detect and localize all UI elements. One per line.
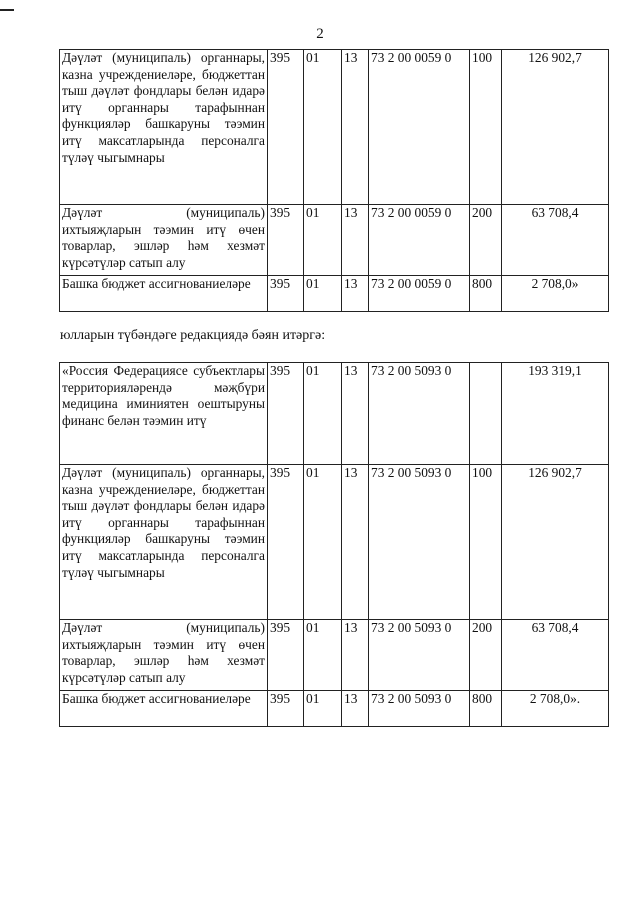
section-code: 01 (304, 620, 342, 691)
amount: 126 902,7 (502, 50, 609, 205)
target-code: 73 2 00 5093 0 (369, 691, 470, 727)
subsection-code: 13 (342, 50, 369, 205)
ministry-code: 395 (268, 691, 304, 727)
expense-type: 800 (470, 276, 502, 312)
intro-text: юлларын түбәндәге редакциядә бәян итәргә: (60, 328, 326, 343)
table-row (60, 691, 609, 727)
expense-type (470, 363, 502, 465)
section-code: 01 (304, 276, 342, 312)
subsection-code: 13 (342, 620, 369, 691)
row-description: Дәүләт (муниципаль) органнары, казна учреждениеләре, бюджеттан тыш дәүләт фондлары белән идарә итү органнары тарафыннан функцияләр башкаруны тәэмин итү максатларында персоналга түләү чыгымнары (60, 465, 268, 620)
amount: 126 902,7 (502, 465, 609, 620)
table-row (60, 205, 609, 276)
section-code: 01 (304, 691, 342, 727)
ministry-code: 395 (268, 205, 304, 276)
expense-type: 100 (470, 465, 502, 620)
expense-type: 800 (470, 691, 502, 727)
subsection-code: 13 (342, 465, 369, 620)
corner-mark (0, 0, 14, 11)
amount: 63 708,4 (502, 620, 609, 691)
section-code: 01 (304, 205, 342, 276)
table-row (60, 276, 609, 312)
budget-table-current (59, 49, 609, 312)
ministry-code: 395 (268, 276, 304, 312)
row-description: «Россия Федерациясе субъектлары территорияләрендә мәҗбүри медицина иминиятен оештыруны финанс белән тәэмин итү (60, 363, 268, 465)
amount: 63 708,4 (502, 205, 609, 276)
table-row (60, 465, 609, 620)
target-code: 73 2 00 0059 0 (369, 276, 470, 312)
ministry-code: 395 (268, 465, 304, 620)
section-code: 01 (304, 465, 342, 620)
table-row (60, 620, 609, 691)
table-row (60, 50, 609, 205)
subsection-code: 13 (342, 276, 369, 312)
amount: 193 319,1 (502, 363, 609, 465)
budget-table-new (59, 362, 609, 727)
row-description: Дәүләт (муниципаль) органнары, казна учреждениеләре, бюджеттан тыш дәүләт фондлары белән идарә итү органнары тарафыннан функцияләр башкаруны тәэмин итү максатларында персоналга түләү чыгымнары (60, 50, 268, 205)
ministry-code: 395 (268, 363, 304, 465)
amount: 2 708,0» (502, 276, 609, 312)
page-number: 2 (316, 26, 324, 42)
target-code: 73 2 00 0059 0 (369, 205, 470, 276)
target-code: 73 2 00 5093 0 (369, 465, 470, 620)
subsection-code: 13 (342, 691, 369, 727)
amount: 2 708,0». (502, 691, 609, 727)
expense-type: 100 (470, 50, 502, 205)
row-description: Дәүләт (муниципаль) ихтыяҗларын тәэмин итү өчен товарлар, эшләр һәм хезмәт күрсәтүләр сатып алу (60, 620, 268, 691)
ministry-code: 395 (268, 620, 304, 691)
ministry-code: 395 (268, 50, 304, 205)
section-code: 01 (304, 50, 342, 205)
subsection-code: 13 (342, 205, 369, 276)
section-code: 01 (304, 363, 342, 465)
expense-type: 200 (470, 620, 502, 691)
table-row (60, 363, 609, 465)
row-description: Дәүләт (муниципаль) ихтыяҗларын тәэмин итү өчен товарлар, эшләр һәм хезмәт күрсәтүләр сатып алу (60, 205, 268, 276)
subsection-code: 13 (342, 363, 369, 465)
target-code: 73 2 00 0059 0 (369, 50, 470, 205)
target-code: 73 2 00 5093 0 (369, 363, 470, 465)
row-description: Башка бюджет ассигнованиеләре (60, 691, 268, 727)
target-code: 73 2 00 5093 0 (369, 620, 470, 691)
row-description: Башка бюджет ассигнованиеләре (60, 276, 268, 312)
expense-type: 200 (470, 205, 502, 276)
